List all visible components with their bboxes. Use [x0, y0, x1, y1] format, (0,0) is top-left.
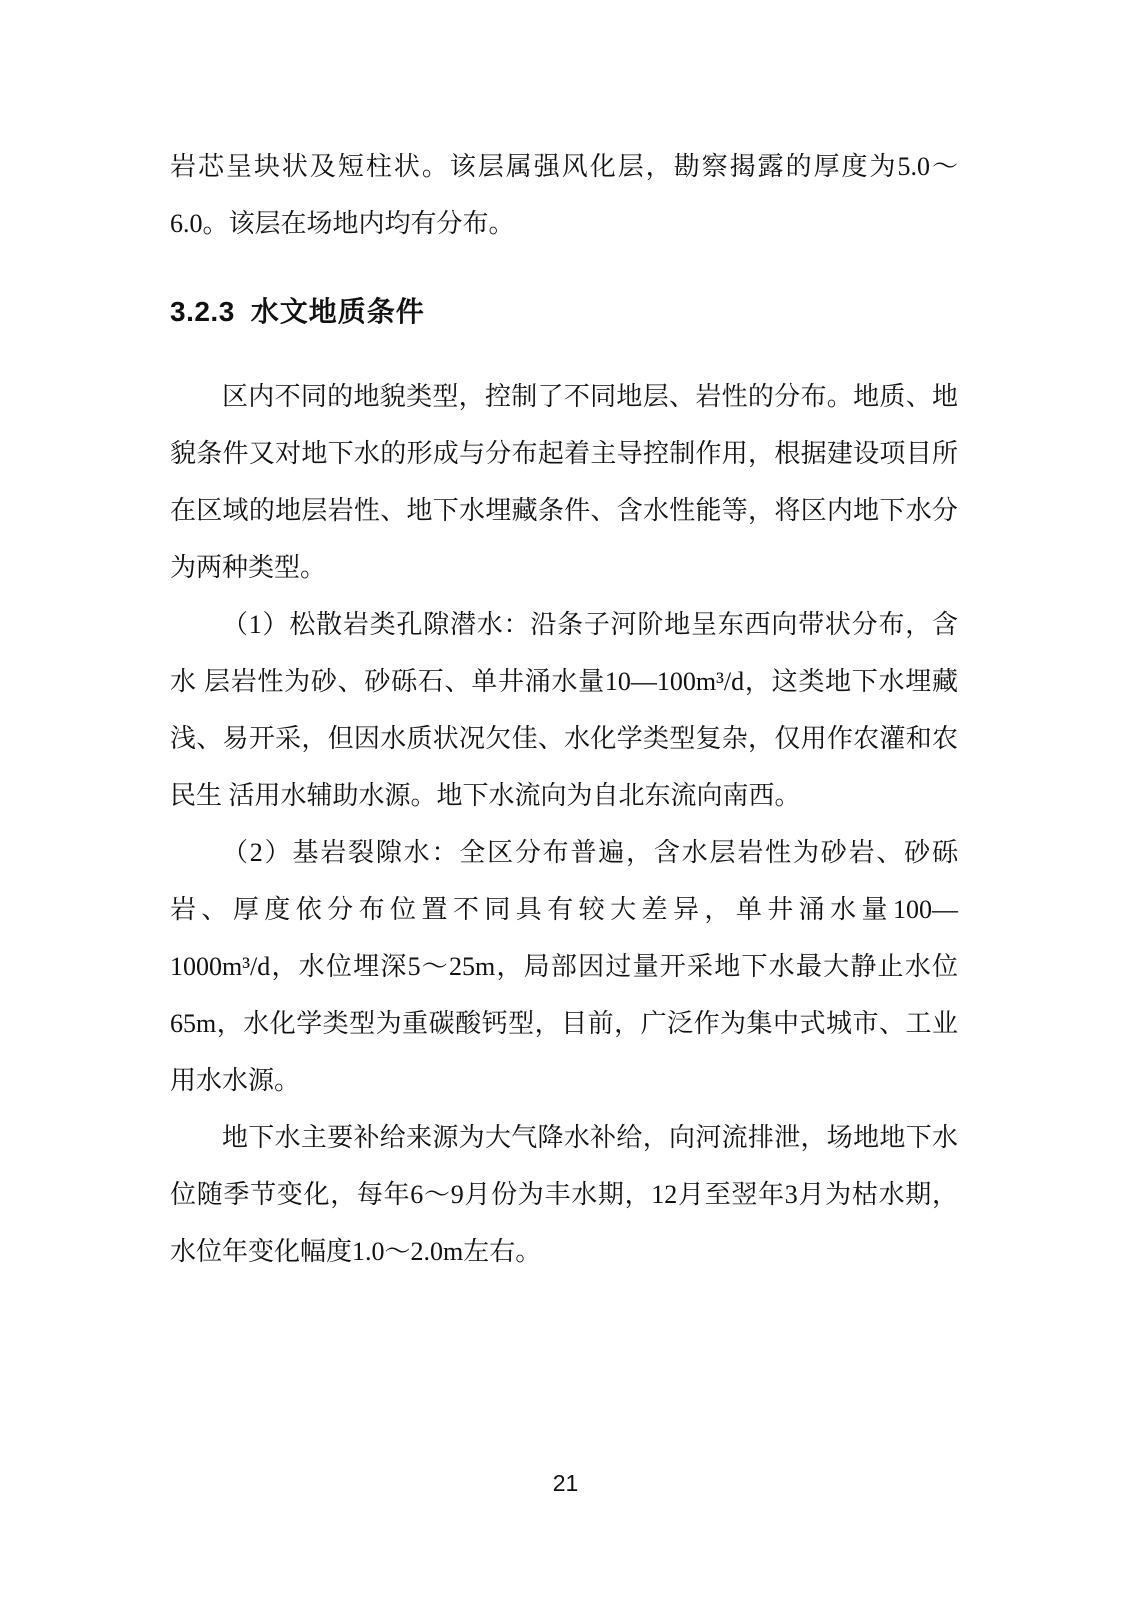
section-title: 水文地质条件 — [250, 296, 425, 327]
section-heading-hydrogeology — [170, 283, 958, 340]
page-number: 21 — [552, 1470, 579, 1496]
section-number: 3.2.3 — [170, 296, 235, 327]
paragraph-bedrock-fissure-water: （2）基岩裂隙水：全区分布普遍，含水层岩性为砂岩、砂砾岩、厚度依分布位置不同具有较大差异，单井涌水量100—1000m³/d，水位埋深5～25m，局部因过量开采地下水最大静止水位65m，水化学类型为重碳酸钙型，目前，广泛作为集中式城市、工业用水水源。 — [170, 838, 958, 1095]
paragraph-recharge-discharge: 地下水主要补给来源为大气降水补给，向河流排泄，场地地下水位随季节变化，每年6～9月份为丰水期，12月至翌年3月为枯水期，水位年变化幅度1.0～2.0m左右。 — [170, 1123, 958, 1266]
paragraph-pore-phreatic-water: （1）松散岩类孔隙潜水：沿条子河阶地呈东西向带状分布，含水 层岩性为砂、砂砾石、单井涌水量10—100m³/d，这类地下水埋藏浅、易开采，但因水质状况欠佳、水化学类型复杂，仅用作农灌和农民生 活用水辅助水源。地下水流向为自北东流向南西。 — [170, 610, 958, 810]
paragraph-weathered-layer: 岩芯呈块状及短柱状。该层属强风化层，勘察揭露的厚度为5.0～6.0。该层在场地内均有分布。 — [170, 152, 958, 238]
document-content — [170, 138, 958, 1280]
page-footer — [0, 1470, 1131, 1497]
paragraph-groundwater-types: 区内不同的地貌类型，控制了不同地层、岩性的分布。地质、地貌条件又对地下水的形成与分布起着主导控制作用，根据建设项目所在区域的地层岩性、地下水埋藏条件、含水性能等，将区内地下水分为两种类型。 — [170, 382, 958, 582]
